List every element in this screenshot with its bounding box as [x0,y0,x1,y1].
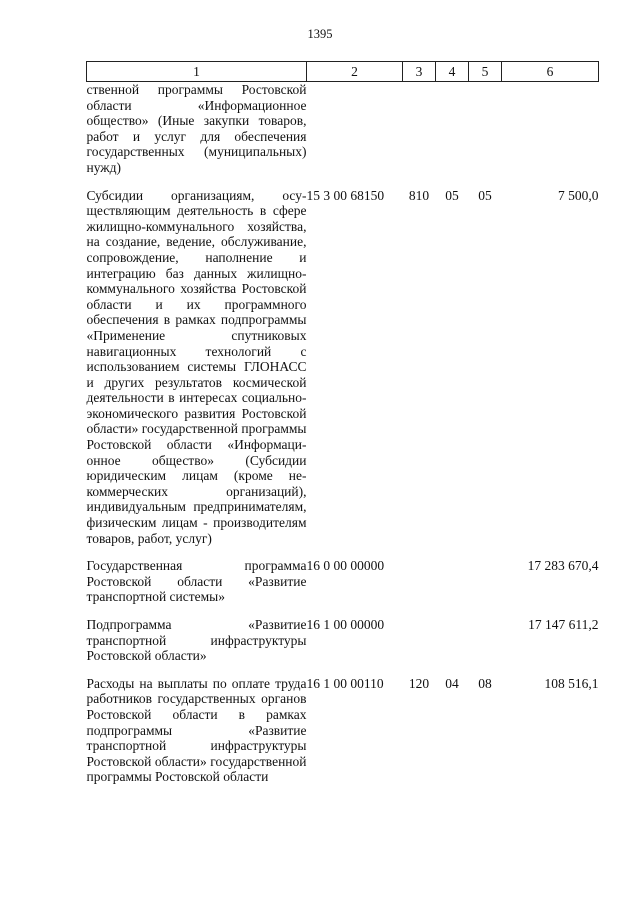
row-code: 16 1 00 00000 [306,617,385,632]
table-row [87,188,599,559]
row-col-4 [436,82,469,188]
table-body [87,82,599,785]
row-col-4 [436,617,469,676]
header-col-5: 5 [469,62,502,82]
budget-table [86,61,599,785]
row-col-4: 05 [445,187,459,203]
table-row [87,558,599,617]
row-code: 16 1 00 00110 [306,675,384,691]
row-code [307,82,403,188]
row-code: 15 3 00 68150 [306,187,385,203]
row-col-5 [469,558,502,617]
row-amount: 17 147 611,2 [528,617,599,632]
row-amount: 108 516,1 [544,675,599,691]
row-col-3: 810 [408,187,430,203]
row-amount: 17 283 670,4 [527,558,599,574]
header-col-3: 3 [403,62,436,82]
row-col-4 [436,558,469,617]
row-col-5: 08 [478,675,492,691]
header-col-6: 6 [502,62,599,82]
header-col-2: 2 [307,62,403,82]
table-row [87,617,599,676]
row-col-3 [403,82,436,188]
header-row [87,62,599,82]
row-col-4: 04 [445,675,459,691]
row-name: ственной программы Ростовской области «Информационное общество» (Иные закупки товаров, работ и услуг для обеспечения государственных (муниципальных) нужд) [86,82,307,175]
row-amount [502,82,599,188]
row-col-3 [403,558,436,617]
row-col-5 [469,82,502,188]
table-row [87,82,599,188]
row-col-5 [469,617,502,676]
table-header [87,62,599,82]
row-col-3: 120 [408,675,430,691]
row-code: 16 0 00 00000 [306,558,385,574]
row-col-5: 05 [478,187,492,203]
page-number: 1395 [307,27,333,41]
row-col-3 [403,617,436,676]
header-col-4: 4 [436,62,469,82]
row-name: Подпрограмма «Развитие транспортной инфраструктуры Ростовской области» [86,617,307,664]
row-name: Субсидии организациям, осуществляющим деятельность в сфере жилищно-коммунального хозяйства, на создание, ведение, обслуживание, сопровождение, наполнение и интеграцию баз данных жилищно-коммунального хозяйства Ростовской области и их программного обеспечения в рамках подпрограммы «Применение спутниковых навигационных технологий с использованием системы ГЛОНАСС и других результатов космической деятельности в интересах социально-экономического развития Ростовской области» государственной программы Ростовской области «Информационное общество» (Субсидии юридическим лицам (кроме некоммерческих организаций), индивидуальным предпринимателям, физическим лицам - производителям товаров, работ, услуг) [86,187,307,546]
row-name: Государственная программа Ростовской области «Развитие транспортной системы» [86,558,307,605]
row-amount: 7 500,0 [558,187,599,203]
table-row [87,676,599,785]
header-col-1: 1 [87,62,307,82]
row-name: Расходы на выплаты по оплате труда работников государственных органов Ростовской области в рамках подпрограммы «Развитие транспортной инфраструктуры Ростовской области» государственной программы Ростовской области [86,675,307,785]
